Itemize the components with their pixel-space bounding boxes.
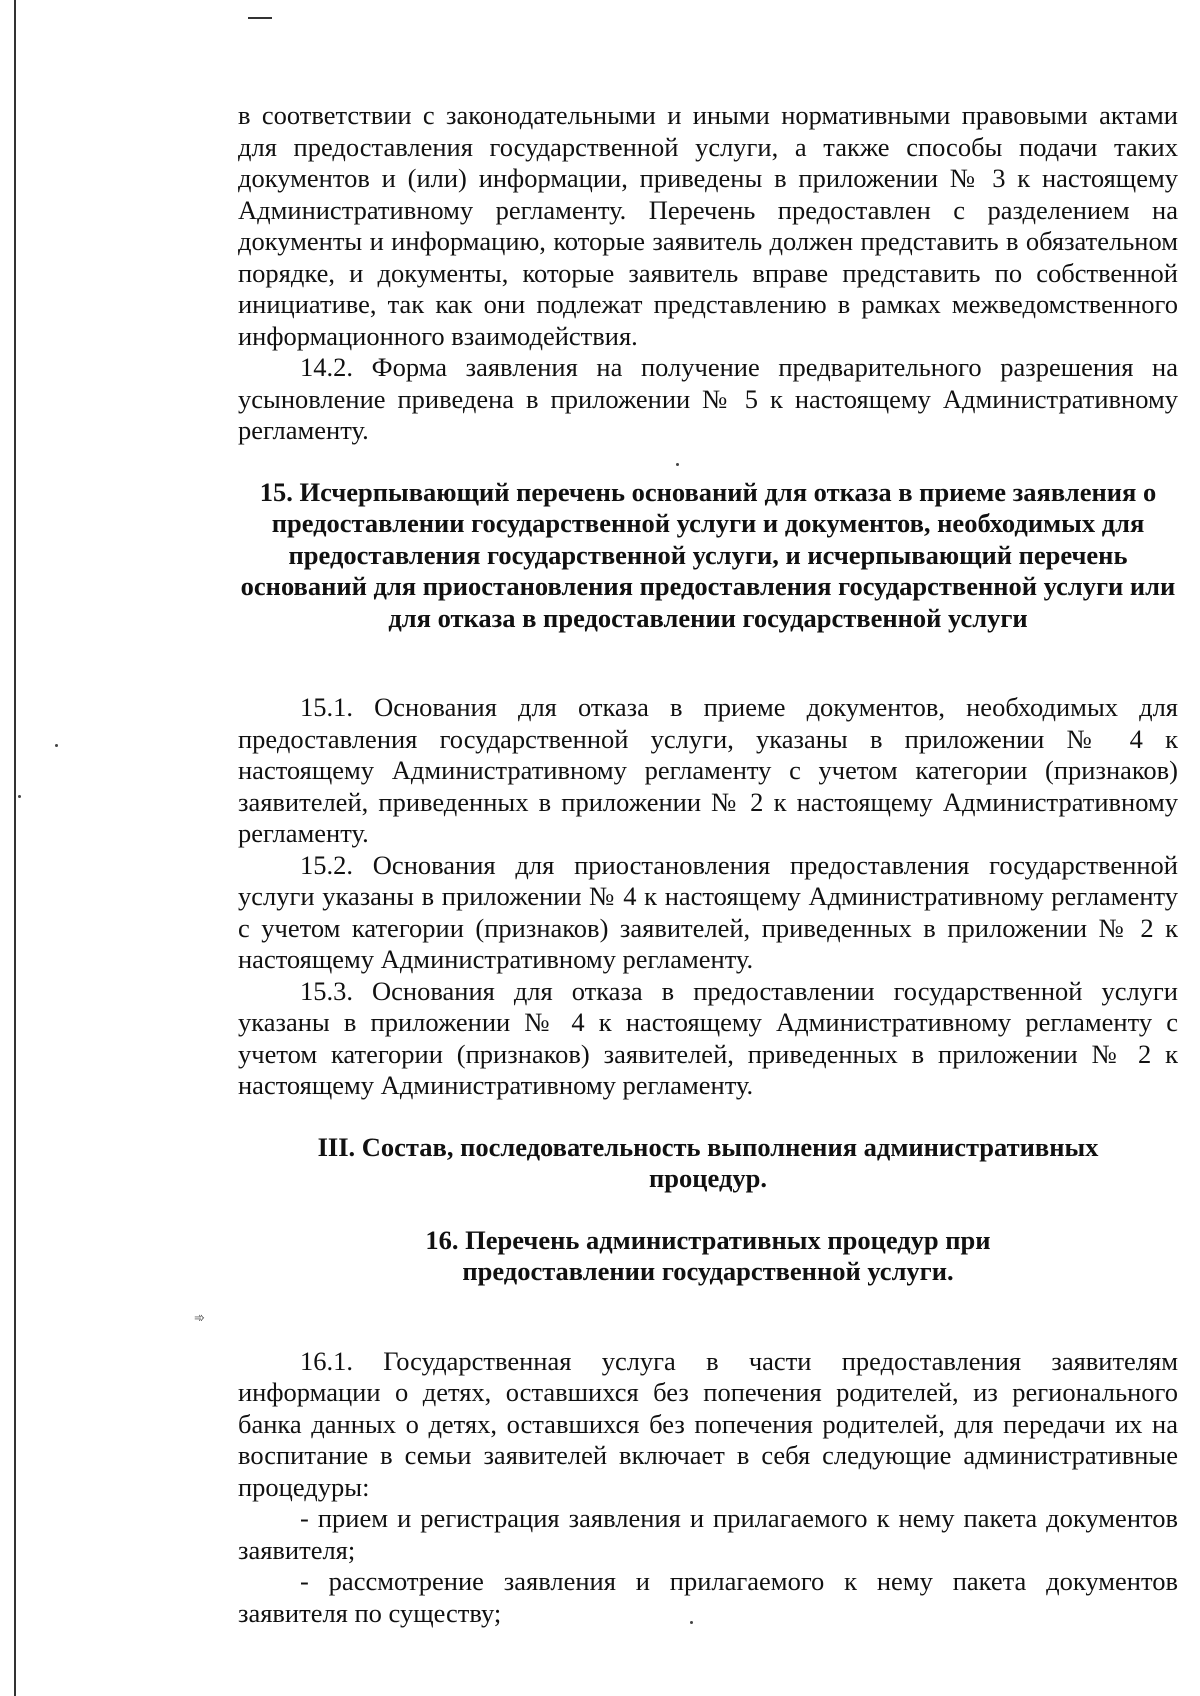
scan-speck (55, 744, 58, 747)
list-item: - рассмотрение заявления и прилагаемого к нему пакета документов заявителя по существу; (238, 1566, 1178, 1628)
scan-mark: ➾ (194, 1310, 205, 1325)
heading-section-16: 16. Перечень административных процедур при предоставлении государственной услуги. (425, 1224, 991, 1286)
paragraph-15-1: 15.1. Основания для отказа в приеме документов, необходимых для предоставления государственной услуги, указаны в приложении № 4 к настоящему Административному регламенту с учетом категории (признаков) заявителей, приведенных в приложении № 2 к настоящему Административному регламенту. (238, 692, 1178, 848)
heading-chapter-III: III. Состав, последовательность выполнения административных процедур. (317, 1131, 1099, 1193)
paragraph-14-2: 14.2. Форма заявления на получение предварительного разрешения на усыновление приведена в приложении № 5 к настоящему Административному регламенту. (238, 352, 1178, 445)
top-dash-mark (248, 17, 272, 19)
scan-edge-line (14, 0, 16, 1696)
paragraph-15-2: 15.2. Основания для приостановления предоставления государственной услуги указаны в приложении № 4 к настоящему Административному регламенту с учетом категории (признаков) заявителей, приведенных в приложении № 2 к настоящему Административному регламенту. (238, 849, 1178, 974)
heading-section-15: 15. Исчерпывающий перечень оснований для отказа в приеме заявления о предоставлении государственной услуги и документов, необходимых для предоставления государственной услуги, и исчерпывающий перечень оснований для приостановления предоставления государственной услуги или для отказа в предоставлении государственной услуги (240, 476, 1176, 633)
paragraph-15-3: 15.3. Основания для отказа в предоставлении государственной услуги указаны в приложении № 4 к настоящему Административному регламенту с учетом категории (признаков) заявителей, приведенных в приложении № 2 к настоящему Административному регламенту. (238, 975, 1178, 1100)
intro-paragraph: в соответствии с законодательными и иными нормативными правовыми актами для предоставления государственной услуги, а также способы подачи таких документов и (или) информации, приведены в приложении № 3 к настоящему Административному регламенту. Перечень предоставлен с разделением на документы и информацию, которые заявитель должен представить в обязательном порядке, и документы, которые заявитель вправе представить по собственной инициативе, так как они подлежат представлению в рамках межведомственного информационного взаимодействия. (238, 100, 1178, 351)
document-page (238, 100, 1178, 1629)
scan-speck (18, 795, 21, 798)
paragraph-16-1: 16.1. Государственная услуга в части предоставления заявителям информации о детях, оставшихся без попечения родителей, из регионального банка данных о детях, оставшихся без попечения родителей, для передачи их на воспитание в семьи заявителей включает в себя следующие административные процедуры: (238, 1345, 1178, 1502)
list-item: - прием и регистрация заявления и прилагаемого к нему пакета документов заявителя; (238, 1503, 1178, 1565)
